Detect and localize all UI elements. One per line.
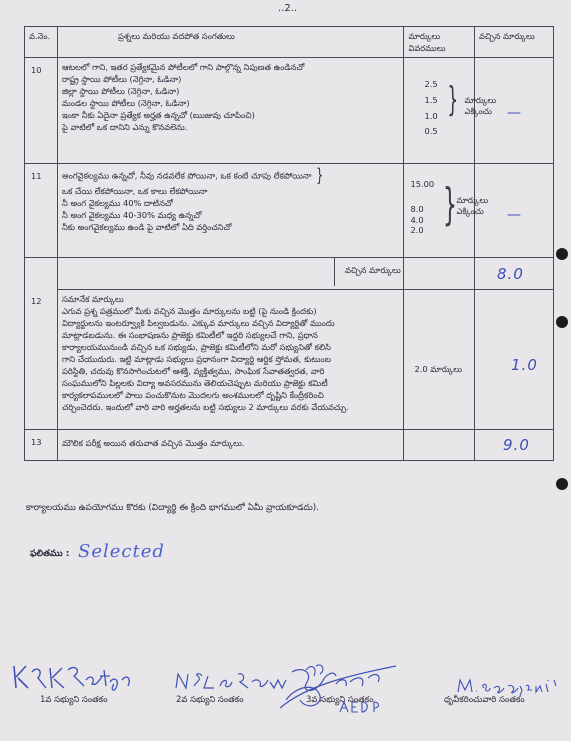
table-row-13	[25, 429, 554, 460]
page-number: ..2..	[278, 3, 298, 14]
office-use-note: కార్యాలయము ఉపయోగము కొరకు (విద్యార్థి ఈ క్రింది భాగములో ఏమీ వ్రాయకూడదు).	[26, 503, 319, 513]
total-mark: 9.0	[503, 435, 530, 454]
subtotal-label: వచ్చిన మార్కులు	[344, 265, 401, 276]
signature-3	[276, 656, 406, 722]
row12-line: కార్యాలయమునుండి వచ్చిన ఒక సభ్యుడు, ప్రాజెక్టు కమిటీలోని మరో సభ్యునితో కలిసి	[61, 341, 331, 352]
signature-label-1: 1వ సభ్యుని సంతకం	[40, 695, 108, 705]
mark-value: 2.0 మార్కులు	[414, 363, 463, 374]
row12-line: మాట్లాడబడును. ఈ సంభాషణను ప్రాజెక్టు కమిటీలో ఇద్దరి సభ్యులచే గాని, ప్రధాన	[61, 329, 318, 340]
signature-label-4: ధృవీకరించువారి సంతకం	[444, 695, 525, 705]
mark-value: 2.0	[410, 225, 424, 236]
row12-marks	[404, 289, 475, 429]
row11-questions	[57, 164, 403, 258]
row11-line: అంగవైకల్యము ఉన్నచో, నీవు నడవలేక పోయినా, ఒక కంటి చూపు లేకపోయినా	[61, 170, 312, 181]
signature-1	[10, 662, 135, 699]
row10-marks	[404, 58, 497, 164]
mark-value: 1.5	[424, 94, 438, 105]
row12-obtained	[475, 289, 554, 429]
row10-line: జిల్లా స్థాయి పోటీలు (నెగ్గినా, ఓడినా)	[61, 86, 180, 97]
row11-line: నీ అంగ వైకల్యము 40-30% మధ్య ఉన్నచో	[61, 210, 202, 221]
punch-hole	[556, 248, 568, 260]
row13-obtained	[475, 429, 554, 460]
signature-4-image	[456, 676, 561, 696]
row11-line: ఒక చేయి లేకపోయినా, ఒక కాలు లేకపోయినా	[61, 186, 208, 197]
mark-value: 2.5	[424, 79, 438, 90]
header-no: వ.నెం.	[25, 27, 58, 58]
row10-line: పై వాటిలో ఒక దానిని ఎన్ను కొనవలెను.	[61, 122, 188, 133]
brace-icon: }	[316, 167, 324, 186]
marks-table	[24, 26, 554, 461]
row10-line: ఇంకా నీకు ఏదైనా ప్రత్యేక అర్హత ఉన్నచో (ఋజువు చూపించి)	[61, 110, 255, 121]
row-number: 11	[25, 164, 58, 258]
marks-note: మార్కులు	[456, 195, 489, 206]
mark-value: 8.0	[410, 203, 424, 214]
result-value: Selected	[78, 541, 165, 562]
row10-line: రాష్ట్ర స్థాయి పోటీలు (నెగ్గినా, ఓడినా)	[61, 74, 182, 85]
row-number: 13	[25, 429, 58, 460]
row12-line: ఎగువ ప్రశ్న పత్రములో మీకు వచ్చిన మొత్తం మార్కులను బట్టి (పై నుండి క్రిందకు)	[61, 305, 317, 316]
subtotal-obtained	[475, 258, 554, 290]
row13-line: మౌలిక పరీక్ష అయిన తరువాత వచ్చిన మొత్తం మార్కులు.	[61, 437, 245, 448]
mark-value: 0.5	[424, 126, 438, 137]
row12-line: సంఘములోని పిల్లలకు విద్యా అవసరమును తెలియచెప్పుట మరియు ప్రాజెక్టు కమిటీ	[61, 377, 328, 388]
table-header	[25, 27, 554, 58]
punch-hole	[556, 478, 568, 490]
mark-value: 4.0	[410, 214, 424, 225]
mark-value: 15.00	[410, 179, 435, 190]
row12-line: సమానేక మార్కులు	[61, 293, 124, 304]
row12-questions	[57, 289, 403, 429]
row-number: 12	[25, 289, 58, 429]
result-label: ఫలితము :	[30, 549, 70, 559]
row10-line: మండల స్థాయి పోటీలు (నెగ్గినా, ఓడినా)	[61, 98, 190, 109]
signature-label-2: 2వ సభ్యుని సంతకం	[176, 695, 244, 705]
row13-text	[57, 429, 403, 460]
row11-line: నీకు అంగవైకల్యము ఉండి పై వాటిలో ఏది వర్తించనిచో	[61, 222, 232, 233]
marks-note: ఎక్కించు	[456, 206, 484, 217]
subtotal-value: 8.0	[497, 265, 524, 284]
obtained-mark: —	[507, 207, 522, 224]
row10-line: ఆటలలో గాని, ఇతర ప్రత్యేకమైన పోటీలలో గాని పాల్గొన్న నిపుణత ఉండినచో	[61, 62, 305, 73]
header-marks-detail: మార్కులు వివరములు	[404, 27, 475, 58]
row12-line: పరిస్థితి, చదువు కొనసాగించుటలో ఆశక్తి, వ్యక్తిత్వము, సాంఘిక సేవాతత్వరత, వారి	[61, 365, 325, 376]
row12-line: కార్యకలాపములలో పాలు పంచుకొనుట మొదలగు అంశములలో దృష్టిని కేంద్రీకరించి	[61, 389, 324, 400]
marks-note: ఎక్కించు	[464, 106, 492, 117]
signature-label-3: 3వ సభ్యుని సంతకం	[306, 695, 374, 705]
row12-line: గాని చేయుదురు. ఇట్టి మాట్లాడు సభ్యులు ప్రధానంగా విద్యార్థి ఆర్థిక స్తోమత, కుటుంబ	[61, 353, 331, 364]
header-marks-obtained: వచ్చిన మార్కులు	[475, 27, 554, 58]
brace-icon: }	[447, 80, 459, 121]
header-questions: ప్రశ్నలు మరియు వదపోత సంగతులు	[57, 27, 403, 58]
row11-line: నీ అంగ వైకల్యము 40% దాటినచో	[61, 198, 173, 209]
row11-marks	[404, 164, 489, 258]
brace-icon: }	[443, 179, 458, 231]
obtained-mark: —	[507, 105, 522, 122]
row10-questions	[57, 58, 403, 164]
mark-value: 1.0	[424, 110, 438, 121]
subtotal-row	[25, 258, 554, 290]
row-number: 10	[25, 58, 58, 164]
signature-3-image	[276, 656, 406, 718]
punch-hole	[556, 316, 568, 328]
row12-line: విద్యార్థులను ఇంటర్వ్యూకి పిల్వబడును. ఎక్కువ మార్కులు వచ్చిన విద్యార్థితో ముందు	[61, 317, 335, 328]
obtained-mark: 1.0	[511, 355, 538, 374]
signature-1-image	[10, 662, 135, 694]
row12-line: చర్చించెదరు. ఇందులో వారి వారి అర్హతలను బట్టి సభ్యులు 2 మార్కులు వరకు వేయవచ్చు.	[61, 401, 349, 412]
table-row-10	[25, 58, 554, 164]
table-row-11	[25, 164, 554, 258]
table-row-12	[25, 289, 554, 429]
marks-note: మార్కులు	[464, 95, 497, 106]
